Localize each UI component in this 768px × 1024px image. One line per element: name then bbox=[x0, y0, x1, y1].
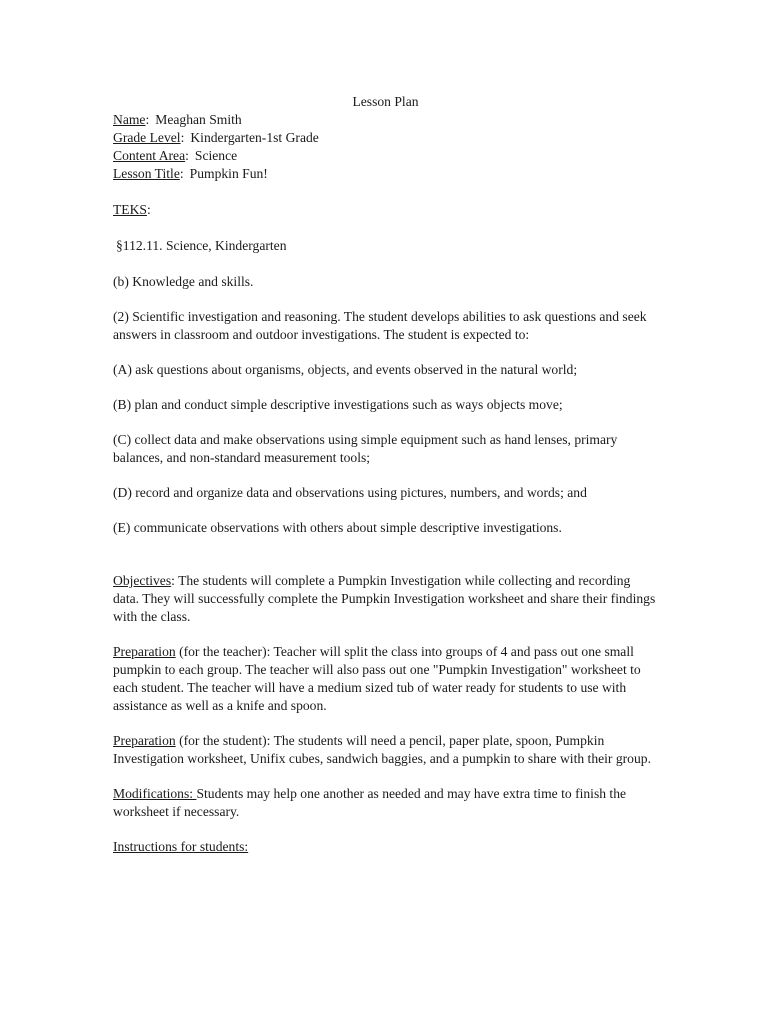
grade-line: Grade Level: Kindergarten-1st Grade bbox=[113, 130, 319, 145]
prep-student-label: Preparation bbox=[113, 733, 176, 748]
instructions-label: Instructions for students: bbox=[113, 839, 249, 854]
modifications-label: Modifications: bbox=[113, 786, 197, 801]
name-value: Meaghan Smith bbox=[155, 112, 242, 127]
document-title: Lesson Plan bbox=[352, 94, 419, 109]
name-label: Name bbox=[113, 112, 146, 127]
content-area-value: Science bbox=[194, 148, 238, 163]
prep-student-section bbox=[113, 732, 658, 768]
teks-label: TEKS bbox=[113, 202, 147, 217]
teks-item-b: (B) plan and conduct simple descriptive investigations such as ways objects move; bbox=[113, 397, 563, 412]
modifications-section bbox=[113, 785, 658, 821]
prep-teacher-text: (for the teacher): Teacher will split the class into groups of 4 and pass out one small pumpkin to each group. The teacher will also pass out one "Pumpkin Investigation" worksheet to each student. The teacher will have a medium sized tub of water ready for students to use with assistance as well as a knife and spoon. bbox=[113, 644, 641, 713]
teks-heading: §112.11. Science, Kindergarten bbox=[116, 238, 287, 253]
prep-student-text: (for the student): The students will need a pencil, paper plate, spoon, Pumpkin Investigation worksheet, Unifix cubes, sandwich baggies, and a pumpkin to share with their group. bbox=[113, 733, 651, 766]
objectives-label: Objectives bbox=[113, 573, 172, 588]
teks-label-line: TEKS: bbox=[113, 202, 151, 217]
modifications-text: Students may help one another as needed and may have extra time to finish the worksheet if necessary. bbox=[113, 786, 627, 819]
lesson-title-line: Lesson Title: Pumpkin Fun! bbox=[113, 166, 268, 181]
prep-teacher-section bbox=[113, 643, 658, 715]
instructions-section bbox=[113, 838, 658, 856]
content-area-line: Content Area: Science bbox=[113, 148, 238, 163]
teks-item-a: (A) ask questions about organisms, objects, and events observed in the natural world; bbox=[113, 362, 578, 377]
objectives-text: : The students will complete a Pumpkin Investigation while collecting and recording data. They will successfully complete the Pumpkin Investigation worksheet and share their findings with the class. bbox=[113, 573, 656, 624]
name-line: Name: Meaghan Smith bbox=[113, 112, 242, 127]
content-area-label: Content Area bbox=[113, 148, 186, 163]
document-page bbox=[113, 93, 658, 856]
investigation-intro: (2) Scientific investigation and reasoning. The student develops abilities to ask questions and seek answers in classroom and outdoor investigations. The student is expected to: bbox=[113, 309, 647, 342]
grade-value: Kindergarten-1st Grade bbox=[190, 130, 319, 145]
objectives-section bbox=[113, 572, 658, 626]
knowledge-skills: (b) Knowledge and skills. bbox=[113, 274, 254, 289]
teks-item-c: (C) collect data and make observations using simple equipment such as hand lenses, primary balances, and non-standard measurement tools; bbox=[113, 432, 618, 465]
grade-label: Grade Level bbox=[113, 130, 181, 145]
lesson-title-label: Lesson Title bbox=[113, 166, 180, 181]
prep-teacher-label: Preparation bbox=[113, 644, 176, 659]
teks-item-d: (D) record and organize data and observations using pictures, numbers, and words; and bbox=[113, 485, 587, 500]
teks-item-e: (E) communicate observations with others about simple descriptive investigations. bbox=[113, 520, 562, 535]
lesson-title-value: Pumpkin Fun! bbox=[189, 166, 268, 181]
